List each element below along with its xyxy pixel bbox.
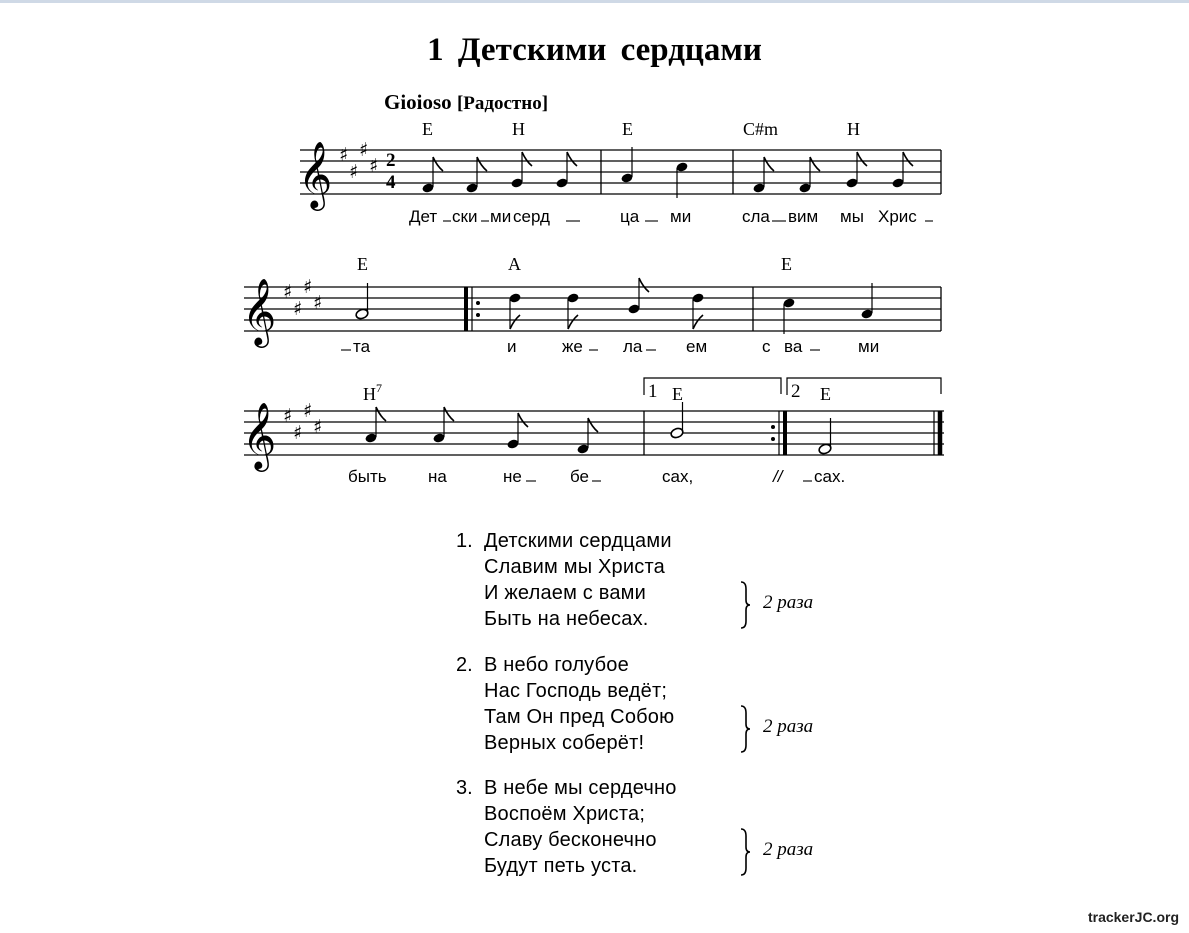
lyric-syllable: и bbox=[507, 337, 517, 356]
chord-symbol: E bbox=[357, 254, 368, 274]
lyric-syllable: ми bbox=[858, 337, 880, 356]
lyrics-line-1 bbox=[409, 207, 933, 226]
lyric-syllable: ем bbox=[686, 337, 708, 356]
staff-system-1 bbox=[298, 119, 941, 226]
verse-line: Детскими сердцами bbox=[484, 530, 672, 552]
chord-symbol: $H^7$ bbox=[363, 381, 382, 404]
lyric-syllable: бе bbox=[570, 467, 590, 486]
note-icon bbox=[860, 283, 873, 320]
chord-symbol: E bbox=[422, 119, 433, 139]
sharp-icon: ♯ bbox=[303, 276, 313, 298]
lyric-syllable: же bbox=[562, 337, 583, 356]
verse-line: В небе мы сердечно bbox=[484, 777, 677, 799]
time-sig-numerator: 2 bbox=[386, 150, 396, 171]
chord-symbol: E bbox=[672, 384, 683, 404]
sharp-icon: ♯ bbox=[359, 139, 369, 161]
note-icon bbox=[566, 292, 579, 329]
lyric-syllable: Дет bbox=[409, 207, 438, 226]
chord-symbol: E bbox=[820, 384, 831, 404]
note-icon bbox=[670, 402, 684, 439]
chord-symbol: C#m bbox=[743, 119, 779, 139]
note-icon bbox=[355, 283, 369, 320]
repeat-note: 2 раза bbox=[763, 592, 814, 613]
lyric-syllable: та bbox=[353, 337, 371, 356]
lyric-syllable: ца bbox=[620, 207, 640, 226]
chord-symbol: E bbox=[622, 119, 633, 139]
chord-symbol: H bbox=[847, 119, 860, 139]
brace-icon bbox=[739, 581, 751, 629]
sharp-icon: ♯ bbox=[283, 405, 293, 427]
note-icon bbox=[576, 418, 598, 455]
lyric-syllable: ла bbox=[623, 337, 643, 356]
sharp-icon: ♯ bbox=[313, 292, 323, 314]
sharp-icon: ♯ bbox=[369, 155, 379, 177]
watermark: trackerJC.org bbox=[1087, 909, 1179, 925]
verse-line: И желаем с вами bbox=[484, 582, 646, 604]
note-icon bbox=[508, 292, 521, 329]
verse-line: Славим мы Христа bbox=[484, 556, 665, 578]
chord-symbol: H bbox=[512, 119, 525, 139]
verse-line: Нас Господь ведёт; bbox=[484, 679, 668, 702]
note-icon bbox=[364, 407, 386, 444]
notes-measure-1 bbox=[421, 152, 577, 194]
repeat-note: 2 раза bbox=[763, 715, 814, 737]
chord-symbol: E bbox=[781, 254, 792, 274]
note-icon bbox=[818, 418, 832, 455]
lyric-syllable: ми bbox=[490, 207, 512, 226]
lyric-syllable: не bbox=[503, 467, 522, 486]
lyric-syllable: сах, bbox=[662, 467, 694, 486]
lyric-syllable: сла bbox=[742, 207, 770, 226]
repeat-note: 2 раза bbox=[763, 839, 814, 860]
note-icon bbox=[465, 157, 487, 194]
lyric-syllable: мы bbox=[840, 207, 864, 226]
lyric-syllable: на bbox=[428, 467, 447, 486]
verse-number: 3. bbox=[456, 777, 473, 799]
lyric-syllable: сах. bbox=[814, 467, 846, 486]
verse-2 bbox=[456, 652, 956, 776]
lyric-syllable: ва bbox=[784, 337, 803, 356]
lyric-syllable: серд bbox=[513, 207, 550, 226]
staff-system-2 bbox=[242, 254, 941, 356]
tempo-russian: [Радостно] bbox=[456, 93, 549, 114]
note-icon bbox=[620, 147, 633, 184]
tempo-italian: Gioioso bbox=[384, 90, 452, 114]
sharp-icon: ♯ bbox=[349, 161, 359, 183]
treble-clef-icon: 𝄞 bbox=[242, 401, 277, 469]
verse-number: 1. bbox=[456, 530, 473, 552]
note-icon bbox=[782, 297, 795, 334]
sharp-icon: ♯ bbox=[339, 144, 349, 166]
lyric-syllable: Хрис bbox=[878, 207, 917, 226]
lyric-syllable: вим bbox=[788, 207, 819, 226]
lyric-syllable: с bbox=[762, 337, 771, 356]
sharp-icon: ♯ bbox=[293, 422, 303, 444]
verse-line: Там Он пред Собою bbox=[484, 705, 675, 728]
treble-clef-icon: 𝄞 bbox=[242, 277, 277, 345]
volta-bracket-1 bbox=[644, 378, 781, 402]
note-icon bbox=[421, 157, 443, 194]
sharp-icon: ♯ bbox=[313, 416, 323, 438]
notes-measure-3 bbox=[752, 152, 913, 194]
verse-line: Воспоём Христа; bbox=[484, 803, 646, 825]
volta-number: 2 bbox=[791, 381, 801, 402]
lyric-slashes: // bbox=[773, 467, 783, 486]
verse-line: Быть на небесах. bbox=[484, 608, 649, 630]
chord-symbol: A bbox=[508, 254, 521, 274]
lyrics-line-2 bbox=[341, 337, 879, 356]
verses-block bbox=[456, 528, 956, 899]
staff-system-3 bbox=[242, 378, 944, 486]
lyric-syllable: ски bbox=[452, 207, 478, 226]
lyric-syllable: быть bbox=[348, 467, 387, 486]
verse-line: В небо голубое bbox=[484, 653, 629, 676]
brace-icon bbox=[739, 705, 751, 753]
brace-icon bbox=[739, 828, 751, 876]
sharp-icon: ♯ bbox=[293, 298, 303, 320]
staff-lines bbox=[244, 287, 941, 331]
volta-number: 1 bbox=[648, 381, 658, 402]
page-title: 1 Детскими сердцами bbox=[427, 32, 762, 68]
verse-1 bbox=[456, 528, 956, 652]
treble-clef-icon: 𝄞 bbox=[298, 140, 333, 208]
sharp-icon: ♯ bbox=[303, 400, 313, 422]
staff-lines bbox=[244, 411, 944, 455]
staff-lines bbox=[300, 150, 941, 194]
note-icon bbox=[432, 407, 454, 444]
volta-bracket-2 bbox=[787, 378, 941, 402]
verse-line: Будут петь уста. bbox=[484, 855, 638, 877]
note-icon bbox=[691, 292, 704, 329]
sharp-icon: ♯ bbox=[283, 281, 293, 303]
verse-3 bbox=[456, 775, 956, 899]
lyric-syllable: ми bbox=[670, 207, 692, 226]
note-icon bbox=[798, 157, 820, 194]
verse-line: Славу бесконечно bbox=[484, 829, 657, 851]
verse-line: Верных соберёт! bbox=[484, 731, 645, 754]
lyrics-line-3 bbox=[348, 467, 845, 486]
note-icon bbox=[675, 161, 688, 198]
note-icon bbox=[752, 157, 774, 194]
verse-number: 2. bbox=[456, 653, 473, 676]
time-sig-denominator: 4 bbox=[386, 172, 396, 193]
